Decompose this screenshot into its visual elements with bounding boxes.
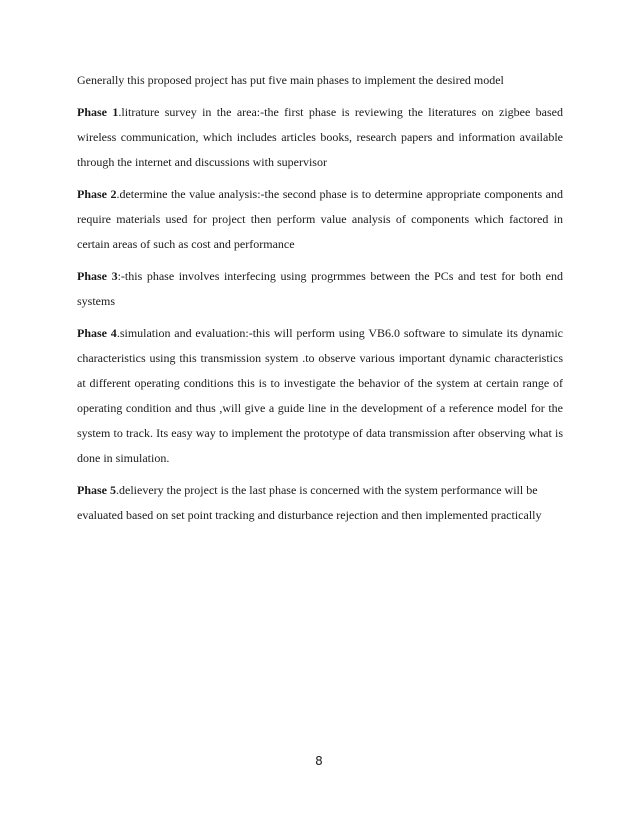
phase-3-label: Phase 3	[77, 269, 118, 283]
page-number: 8	[315, 754, 323, 768]
phase-4-paragraph	[77, 321, 563, 471]
phase-4-label: Phase 4	[77, 326, 117, 340]
phase-5-paragraph	[77, 478, 563, 528]
phase-2-paragraph	[77, 182, 563, 257]
intro-paragraph: Generally this proposed project has put five main phases to implement the desired model	[77, 73, 504, 87]
phase-2-label: Phase 2	[77, 187, 117, 201]
phase-2-text: .determine the value analysis:-the second phase is to determine appropriate components and require materials used for project then perform value analysis of components which factored in certain areas of such as cost and performance	[77, 187, 563, 251]
phase-1-text: .litrature survey in the area:-the first phase is reviewing the literatures on zigbee based wireless communication, which includes articles books, research papers and information available through the internet and discussions with supervisor	[77, 105, 564, 169]
phase-5-label: Phase 5	[77, 483, 116, 497]
phase-4-text: .simulation and evaluation:-this will perform using VB6.0 software to simulate its dynamic characteristics using this transmission system .to observe various important dynamic characteristics at different operating conditions this is to investigate the behavior of the system at certain range of operating condition and thus ,will give a guide line in the development of a reference model for the system to track. Its easy way to implement the prototype of data transmission after observing what is done in simulation.	[77, 326, 563, 465]
phase-1-label: Phase 1	[77, 105, 119, 119]
phase-5-text: .delievery the project is the last phase is concerned with the system performance will be evaluated based on set point tracking and disturbance rejection and then implemented practically	[77, 483, 542, 522]
phase-3-text: :-this phase involves interfecing using progrmmes between the PCs and test for both end systems	[77, 269, 563, 308]
phase-1-paragraph	[77, 100, 563, 175]
phase-3-paragraph	[77, 264, 563, 314]
document-body	[77, 68, 563, 535]
